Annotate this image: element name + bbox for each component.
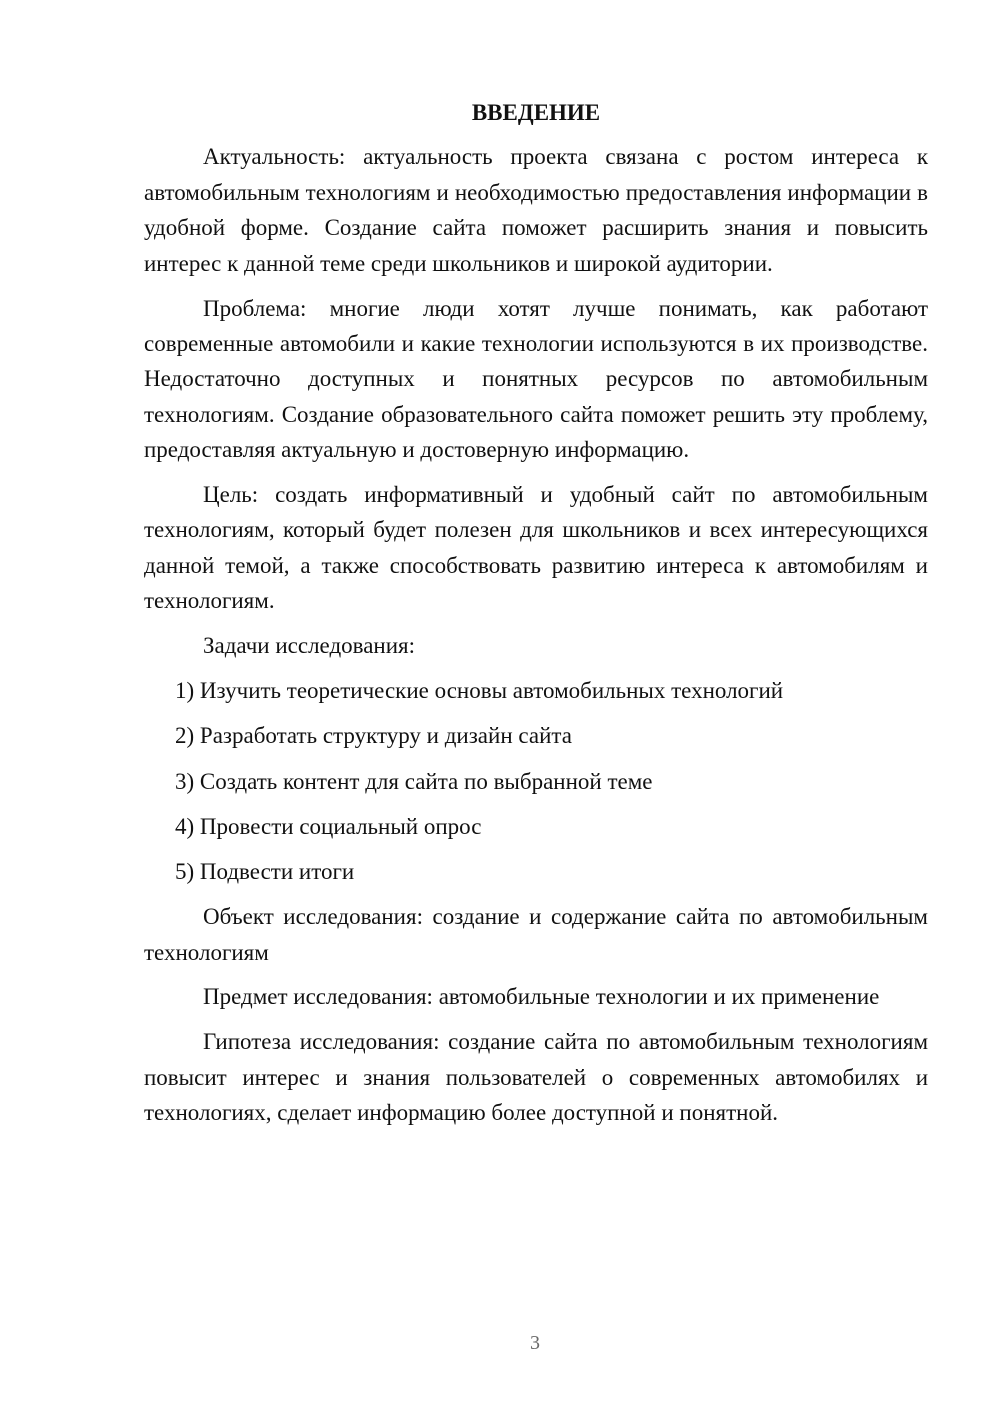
problem-paragraph: Проблема: многие люди хотят лучше понимать, как работают современные автомобили и какие технологии используются в их производстве. Недостаточно доступных и понятных ресурсов по автомобильным технологиям. Создание образовательного сайта поможет решить эту проблему, предоставляя актуальную и достоверную информацию. (144, 295, 928, 463)
list-item: 4) Провести социальный опрос (175, 813, 482, 839)
list-item: 3) Создать контент для сайта по выбранной теме (175, 768, 653, 794)
page-title: ВВЕДЕНИЕ (471, 100, 601, 125)
tasks-heading: Задачи исследования: (203, 633, 416, 659)
object-paragraph: Объект исследования: создание и содержание сайта по автомобильным технологиям (144, 904, 928, 965)
document-body (144, 95, 928, 1140)
list-item: 5) Подвести итоги (175, 858, 355, 884)
relevance-paragraph: Актуальность: актуальность проекта связана с ростом интереса к автомобильным технологиям и необходимостью предоставления информации в удобной форме. Создание сайта поможет расширить знания и повысить интерес к данной теме среди школьников и широкой аудитории. (144, 144, 928, 276)
subject-paragraph: Предмет исследования: автомобильные технологии и их применение (203, 984, 880, 1010)
page-number: 3 (530, 1332, 540, 1354)
list-item: 1) Изучить теоретические основы автомобильных технологий (175, 678, 784, 704)
goal-paragraph: Цель: создать информативный и удобный сайт по автомобильным технологиям, который будет полезен для школьников и всех интересующихся данной темой, а также способствовать развитию интереса к автомобилям и технологиям. (144, 482, 928, 614)
tasks-list (144, 673, 928, 889)
list-item: 2) Разработать структуру и дизайн сайта (175, 723, 572, 749)
hypothesis-paragraph: Гипотеза исследования: создание сайта по автомобильным технологиям повысит интерес и знания пользователей о современных автомобилях и технологиях, сделает информацию более доступной и понятной. (144, 1029, 928, 1126)
